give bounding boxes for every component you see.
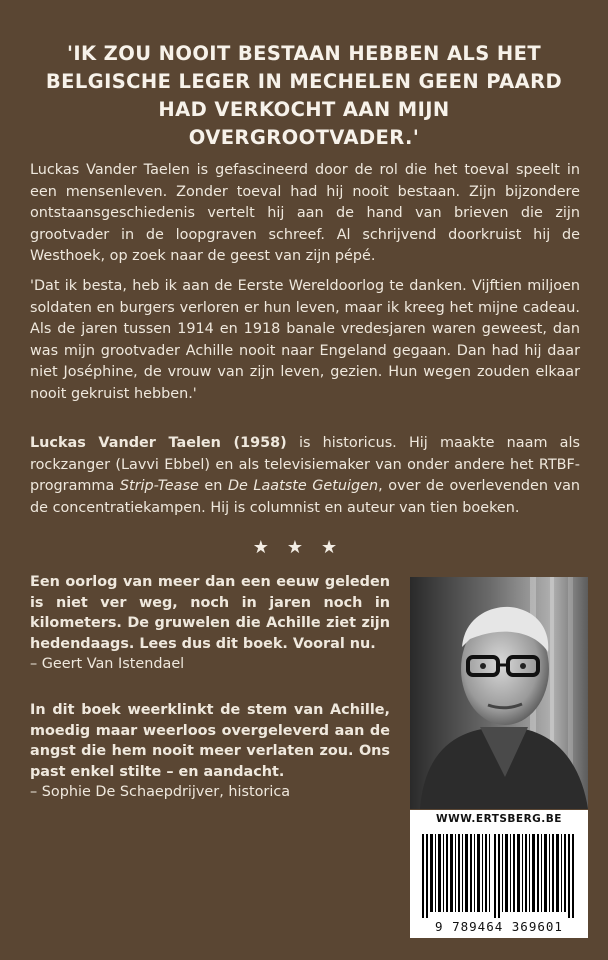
- bio-text-3: , over de overlevenden van de concentratiekampen. Hij is columnist en auteur van tien boeken.: [30, 478, 581, 516]
- review-2-text: In dit boek weerklinkt de stem van Achille, moedig maar weerloos overgeleverd aan de angst die hem nooit meer verlaten zou. Ons past enkel stilte – en aandacht.: [30, 702, 390, 780]
- isbn-barcode: [410, 828, 588, 938]
- review-2-author: – Sophie De Schaepdrijver, historica: [30, 784, 291, 800]
- author-name: Luckas Vander Taelen (1958): [30, 435, 287, 451]
- quote-line-1: 'IK ZOU NOOIT BESTAAN HEBBEN ALS HET: [66, 42, 542, 65]
- review-1-text: Een oorlog van meer dan een eeuw geleden is niet ver weg, noch in jaren noch in kilometers. De gruwelen die Achille ziet zijn hedendaags. Lees dus dit boek. Vooral nu.: [30, 574, 390, 652]
- isbn-number: 9 789464 369601: [435, 919, 563, 934]
- review-1-author: – Geert Van Istendael: [30, 656, 185, 672]
- program-title-2: De Laatste Getuigen: [227, 478, 379, 494]
- program-title-1: Strip-Tease: [119, 478, 199, 494]
- bio-text-1: is historicus. Hij maakte naam als rockzanger (Lavvi Ebbel) en als televisiemaker van onder andere het RTBF-programma: [30, 435, 580, 494]
- author-photo: [410, 577, 588, 809]
- cover-quote-headline: [40, 40, 568, 152]
- publisher-website: WWW.ERTSBERG.BE: [410, 810, 588, 828]
- review-1: [30, 572, 390, 675]
- barcode-bars: [410, 828, 588, 920]
- quote-line-2: BELGISCHE LEGER IN MECHELEN GEEN PAARD: [45, 70, 563, 93]
- review-2: [30, 700, 390, 803]
- excerpt-paragraph: 'Dat ik besta, heb ik aan de Eerste Wereldoorlog te danken. Vijftien miljoen soldaten en burgers verloren er hun leven, maar ik kreeg het mijne cadeau. Als de jaren tussen 1914 en 1918 banale vredesjaren waren geweest, dan was mijn grootvader Achille nooit naar Engeland gegaan. Dan had hij daar niet Joséphine, de vrouw van zijn leven, gezien. Hun wegen zouden elkaar nooit gekruist hebben.': [30, 278, 580, 402]
- author-bio: [30, 433, 580, 519]
- bio-text-2: en: [198, 478, 228, 494]
- intro-paragraph: Luckas Vander Taelen is gefascineerd door de rol die het toeval speelt in een mensenleven. Zonder toeval had hij nooit bestaan. Zijn bijzondere ontstaansgeschiedenis vertelt hij aan de hand van brieven die zijn grootvader in de loopgraven schreef. Al schrijvend doorkruist hij de Westhoek, op zoek naar de geest van zijn pépé.: [30, 162, 580, 264]
- star-separator: ★★★: [252, 537, 356, 558]
- quote-line-3: HAD VERKOCHT AAN MIJN OVERGROOTVADER.': [158, 98, 450, 149]
